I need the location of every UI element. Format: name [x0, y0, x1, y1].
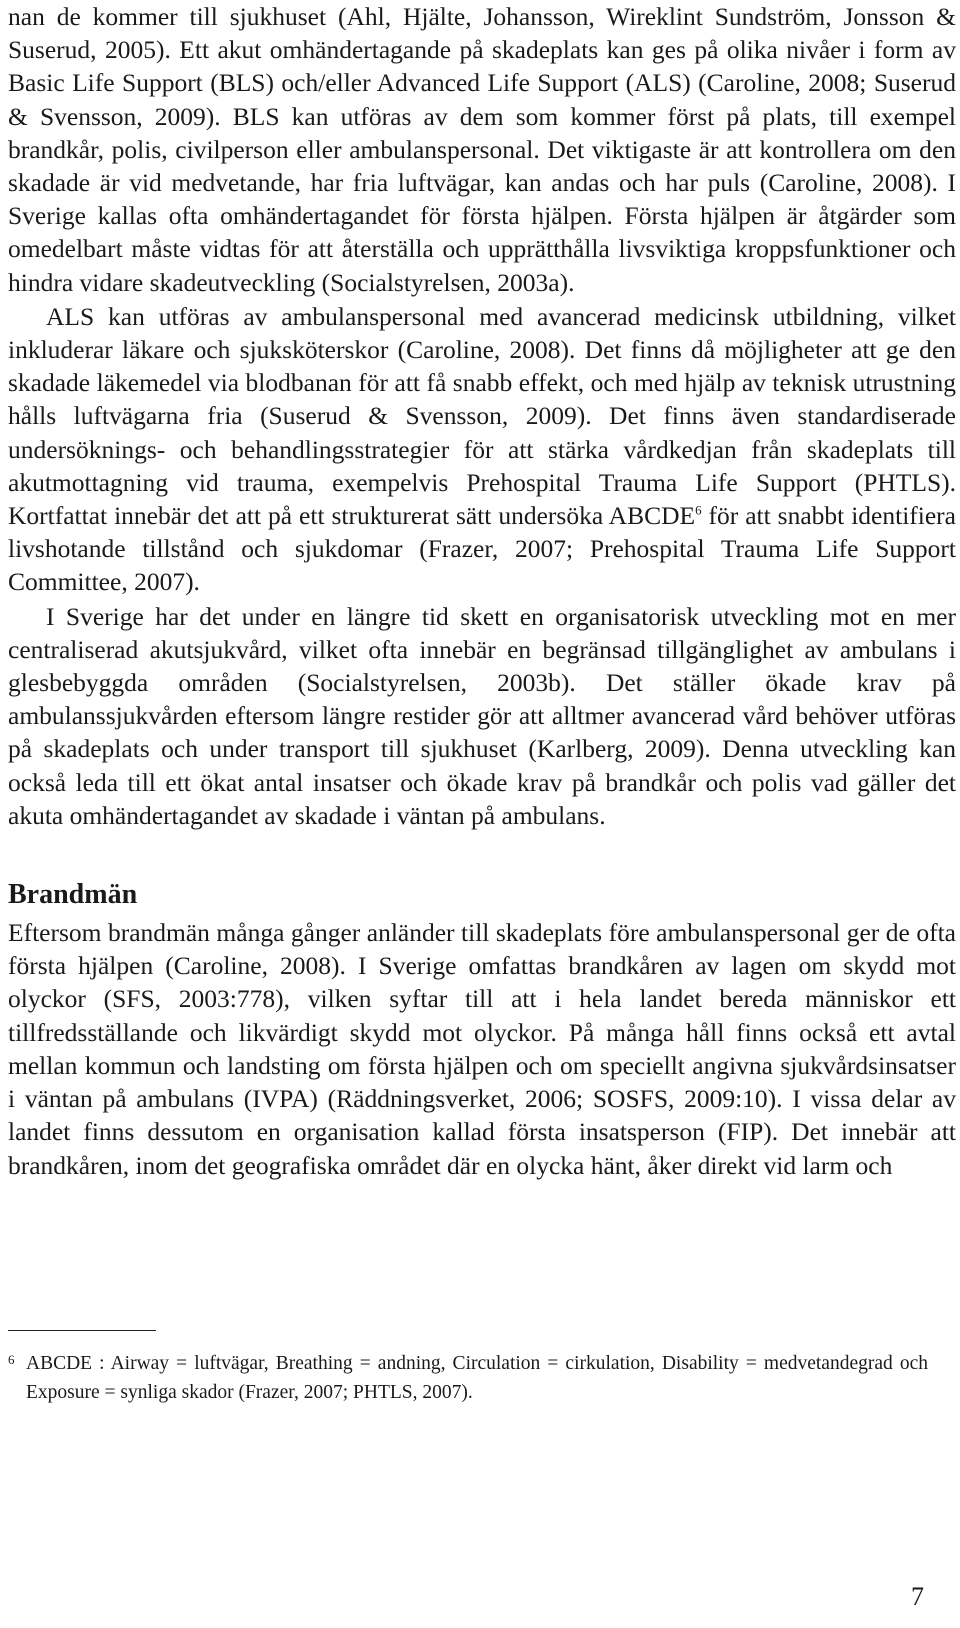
paragraph-als — [8, 300, 956, 599]
paragraph-text: I Sverige har det under en längre tid skett en organisatorisk utveckling mot en mer centraliserad akutsjukvård, vilket ofta innebär en begränsad tillgänglighet av ambulans i glesbebyggda områden (Socialstyrelsen, 2003b). Det ställer ökade krav på ambulanssjukvården eftersom längre restider gör att alltmer avancerad vård behöver utföras på skadeplats och under transport till sjukhuset (Karlberg, 2009). Denna utveckling kan också leda till ett ökat antal insatser och ökade krav på brandkår och polis vad gäller det akuta omhändertagandet av skadade i väntan på ambulans. — [8, 601, 956, 830]
footnote-reference[interactable]: 6 — [695, 502, 702, 518]
paragraph-text: ALS kan utföras av ambulanspersonal med avancerad medicinsk utbildning, vilket inkluderar läkare och sjuksköterskor (Caroline, 2008). Det finns då möjligheter att ge den skadade läkemedel via blodbanan för att få snabb effekt, och med hjälp av teknisk utrustning hålls luftvägarna fria (Suserud & Svensson, 2009). Det finns även standardiserade undersöknings- och behandlingsstrategier för att stärka vårdkedjan från skadeplats till akutmottagning vid trauma, exempelvis Prehospital Trauma Life Support (PHTLS). Kortfattat innebär det att på ett strukturerat sätt undersöka ABCDE — [8, 301, 956, 531]
paragraph-sverige — [8, 600, 956, 832]
section-heading: Brandmän — [8, 879, 138, 911]
page-number: 7 — [911, 1582, 924, 1611]
footnote-mark: 6 — [8, 1352, 15, 1367]
paragraph-brandman: Eftersom brandmän många gånger anländer till skadeplats före ambulanspersonal ger de ofta första hjälpen (Caroline, 2008). I Sverige omfattas brandkåren av lagen om skydd mot olyckor (SFS, 2003:778), vilken syftar till att i hela landet bereda människor ett tillfredsställande och likvärdigt skydd mot olyckor. På många håll finns också ett avtal mellan kommun och landsting om första hjälpen och om speciellt angivna sjukvårdsinsatser i väntan på ambulans (IVPA) (Räddningsverket, 2006; SOSFS, 2009:10). I vissa delar av landet finns dessutom en organisation kallad första insatsperson (FIP). Det innebär att brandkåren, inom det geografiska området där en olycka hänt, åker direkt vid larm och — [8, 918, 956, 1180]
paragraph-text: nan de kommer till sjukhuset (Ahl, Hjälte, Johansson, Wireklint Sundström, Jonsson & Suserud, 2005). Ett akut omhändertagande på skadeplats kan ges på olika nivåer i form av Basic Life Support (BLS) och/eller Advanced Life Support (ALS) (Caroline, 2008; Suserud & Svensson, 2009). BLS kan utföras av dem som kommer först på plats, till exempel brandkår, polis, civilperson eller ambulanspersonal. Det viktigaste är att kontrollera om den skadade är vid medvetande, har fria luftvägar, kan andas och har puls (Caroline, 2008). I Sverige kallas ofta omhändertagandet för första hjälpen. Första hjälpen är åtgärder som omedelbart måste vidtas för att återställa och upprätthålla livsviktiga kroppsfunktioner och hindra vidare skadeutveckling (Socialstyrelsen, 2003a). — [8, 2, 956, 297]
paragraph-text: för att snabbt identifiera livshotande tillstånd och sjukdomar (Frazer, 2007; Prehospital Trauma Life Support Committee, 2007). — [8, 501, 956, 597]
page-body — [8, 0, 956, 1182]
paragraph-continued — [8, 0, 956, 299]
footnote-text: ABCDE : Airway = luftvägar, Breathing = andning, Circulation = cirkulation, Disability = medvetandegrad och Exposure = synliga skador (Frazer, 2007; PHTLS, 2007). — [26, 1353, 928, 1403]
footnote-divider — [8, 1330, 156, 1331]
footnote — [8, 1350, 928, 1407]
